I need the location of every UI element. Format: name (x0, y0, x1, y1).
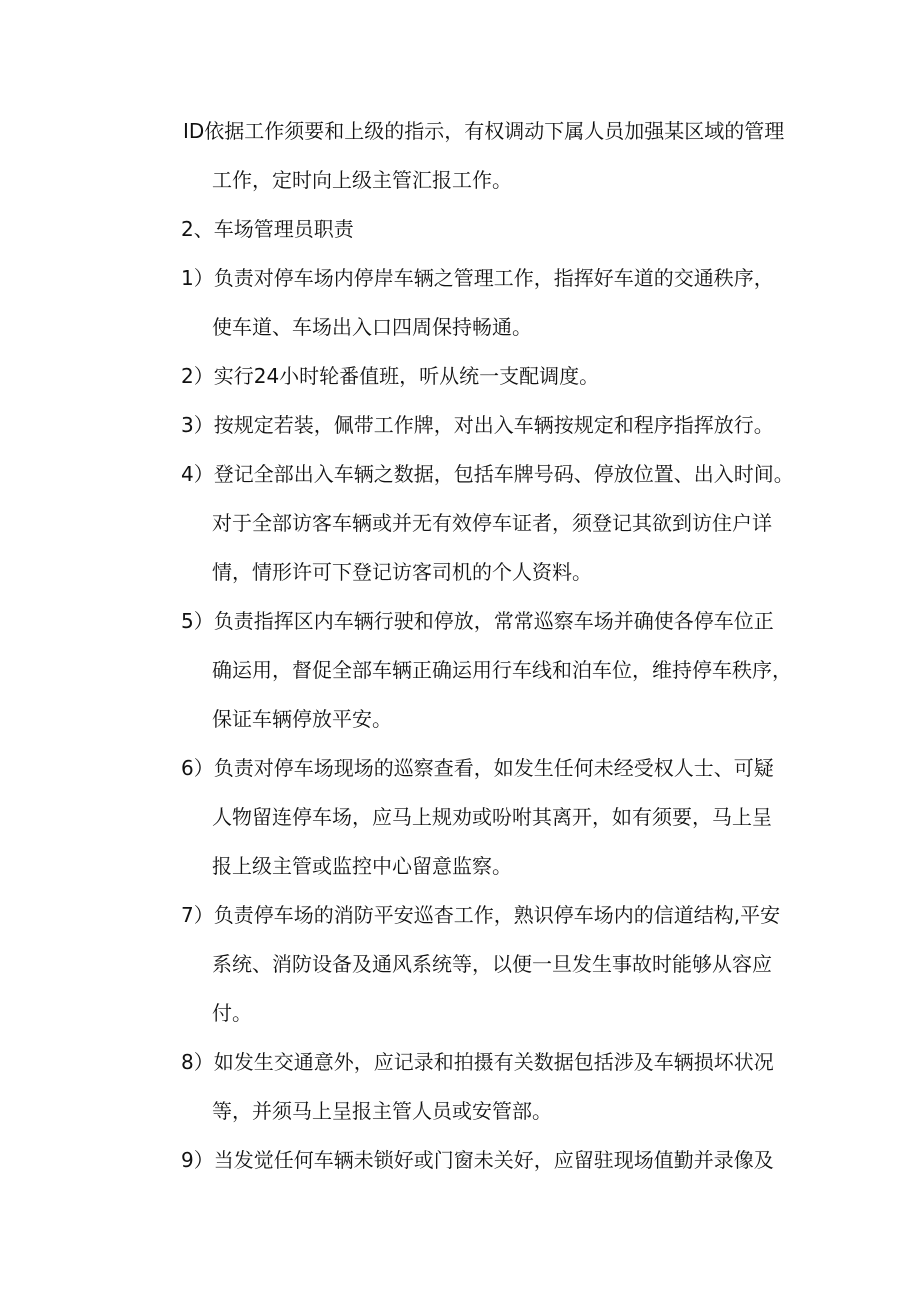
list-item-6-line-1: 6）负责对停车场现场的巡察查看，如发生任何未经受权人士、可疑 (181, 756, 774, 780)
list-item-5-line-2: 确运用，督促全部车辆正确运用行车线和泊车位，维持停车秩序， (212, 658, 792, 682)
list-item-7-line-2: 系统、消防设备及通风系统等，以便一旦发生事故时能够从容应 (212, 952, 772, 976)
section-heading: 2、车场管理员职责 (181, 217, 354, 241)
list-item-5-line-1: 5）负责指挥区内车辆行驶和停放，常常巡察车场并确使各停车位正 (181, 609, 774, 633)
list-item-8-line-1: 8）如发生交通意外，应记录和拍摄有关数据包括涉及车辆损坏状况 (181, 1050, 774, 1074)
list-item-6-line-3: 报上级主管或监控中心留意监察。 (212, 854, 512, 878)
list-item-8-line-2: 等，并须马上呈报主管人员或安管部。 (212, 1099, 552, 1123)
list-item-7-line-1: 7）负责停车场的消防平安巡杳工作，熟识停车场内的信道结构,平安 (181, 903, 781, 927)
list-item-1-line-1: 1）负责对停车场内停岸车辆之管理工作，指挥好车道的交通秩序， (181, 266, 774, 290)
list-item-1-line-2: 使车道、车场出入口四周保持畅通。 (212, 315, 532, 339)
list-item-4-line-3: 情，情形许可下登记访客司机的个人资料。 (212, 560, 592, 584)
list-item-4-line-2: 对于全部访客车辆或并无有效停车证者，须登记其欲到访住户详 (212, 511, 772, 535)
text-line: 工作，定时向上级主管汇报工作。 (212, 168, 512, 192)
list-item-6-line-2: 人物留连停车场，应马上规劝或吩咐其离开，如有须要，马上呈 (212, 805, 772, 829)
list-item-2: 2）实行24小时轮番值班，听从统一支配调度。 (181, 364, 600, 388)
list-item-5-line-3: 保证车辆停放平安。 (212, 707, 392, 731)
list-item-7-line-3: 付。 (212, 1001, 252, 1025)
text-line: ID依据工作须要和上级的指示，有权调动下属人员加强某区域的管理 (183, 119, 785, 143)
list-item-9-line-1: 9）当发觉任何车辆未锁好或门窗未关好，应留驻现场值勤并录像及 (181, 1148, 774, 1172)
list-item-4-line-1: 4）登记全部出入车辆之数据，包括车牌号码、停放位置、出入时间。 (181, 462, 794, 486)
list-item-3: 3）按规定若装，佩带工作牌，对出入车辆按规定和程序指挥放行。 (181, 413, 774, 437)
